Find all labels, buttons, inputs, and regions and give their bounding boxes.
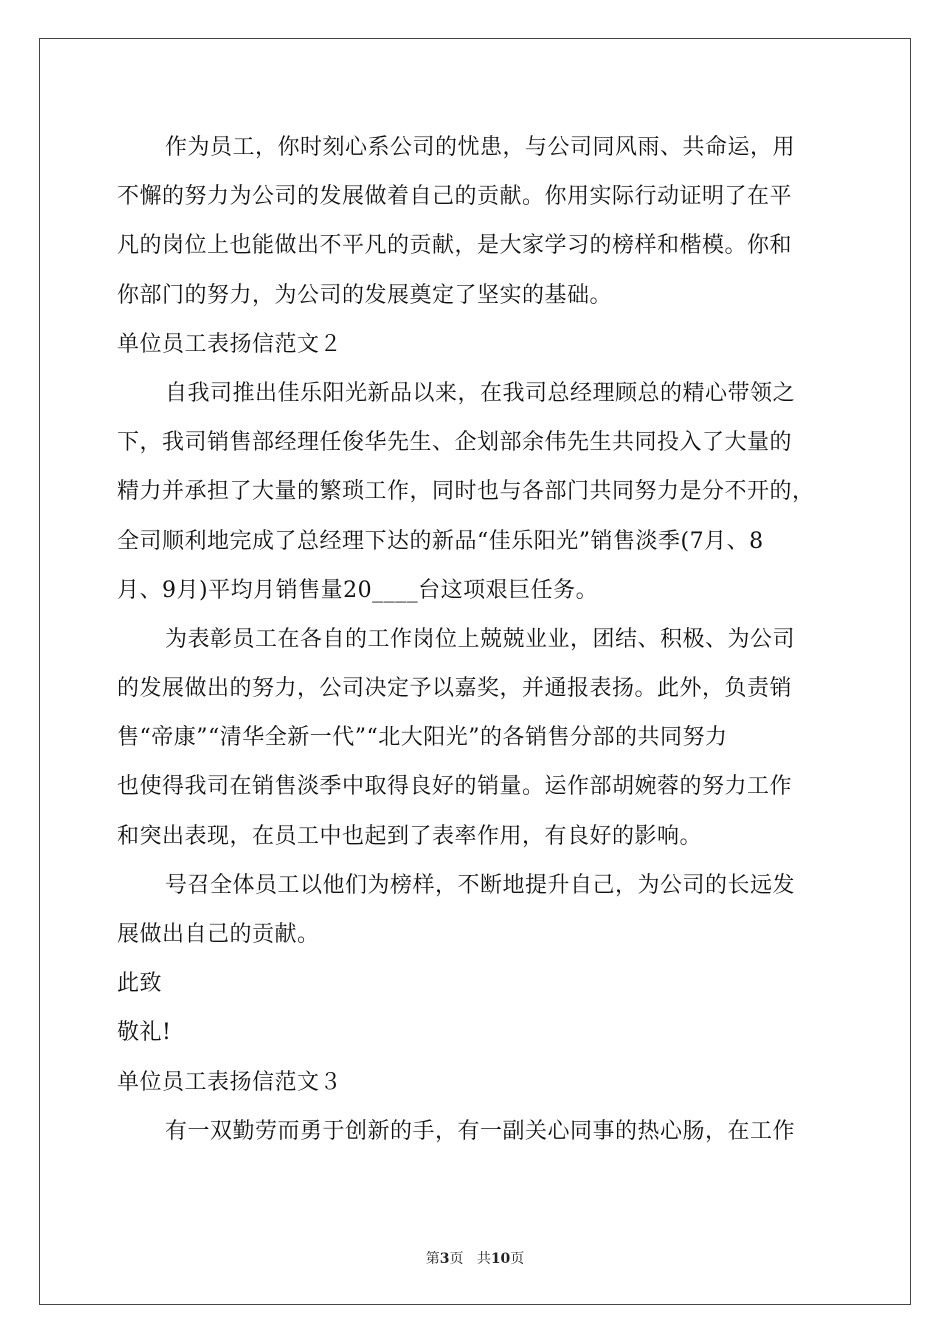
- paragraph-line: 展做出自己的贡献。: [117, 922, 320, 947]
- page-prefix: 第: [425, 1251, 440, 1267]
- paragraph-line: 月、9月)平均月销售量20____台这项艰巨任务。: [117, 577, 599, 603]
- page-number: 3: [439, 1251, 450, 1267]
- total-prefix: 共: [476, 1251, 491, 1267]
- page-footer: [0, 1248, 950, 1268]
- paragraph-line: 号召全体员工以他们为榜样，不断地提升自己，为公司的长远发: [165, 872, 796, 898]
- total-pages: 10: [490, 1251, 511, 1267]
- paragraph-line: 精力并承担了大量的繁琐工作，同时也与各部门共同努力是分不开的，: [117, 479, 815, 505]
- paragraph-line: 有一双勤劳而勇于创新的手，有一副关心同事的热心肠，在工作: [165, 1118, 796, 1144]
- section-heading: 单位员工表扬信范文２: [117, 331, 343, 357]
- closing-line: 此致: [117, 971, 163, 997]
- paragraph-line: 不懈的努力为公司的发展做着自己的贡献。你用实际行动证明了在平: [117, 184, 793, 210]
- paragraph-line: 和突出表现，在员工中也起到了表率作用，有良好的影响。: [117, 823, 703, 849]
- paragraph-line: 为表彰员工在各自的工作岗位上兢兢业业，团结、积极、为公司: [165, 626, 796, 652]
- section-heading: 单位员工表扬信范文３: [117, 1069, 343, 1095]
- paragraph-line: 也使得我司在销售淡季中取得良好的销量。运作部胡婉蓉的努力工作: [117, 774, 793, 800]
- paragraph-line: 你部门的努力，为公司的发展奠定了坚实的基础。: [117, 282, 613, 308]
- document-body: [117, 123, 833, 1156]
- paragraph-line: 下，我司销售部经理任俊华先生、企划部余伟先生共同投入了大量的: [117, 430, 793, 456]
- paragraph-line: 的发展做出的努力，公司决定予以嘉奖，并通报表扬。此外，负责销: [117, 676, 793, 702]
- paragraph-line: 全司顺利地完成了总经理下达的新品“佳乐阳光”销售淡季(7月、8: [117, 528, 764, 554]
- closing-salute: 敬礼!: [117, 1020, 172, 1046]
- paragraph-line: 作为员工，你时刻心系公司的忧患，与公司同风雨、共命运，用: [165, 135, 796, 160]
- total-suffix: 页: [510, 1251, 525, 1267]
- paragraph-line: 售“帝康”“清华全新一代”“北大阳光”的各销售分部的共同努力: [117, 725, 728, 751]
- paragraph-line: 凡的岗位上也能做出不平凡的贡献，是大家学习的榜样和楷模。你和: [117, 233, 793, 259]
- page-suffix: 页: [449, 1251, 464, 1267]
- paragraph-line: 自我司推出佳乐阳光新品以来，在我司总经理顾总的精心带领之: [165, 380, 796, 406]
